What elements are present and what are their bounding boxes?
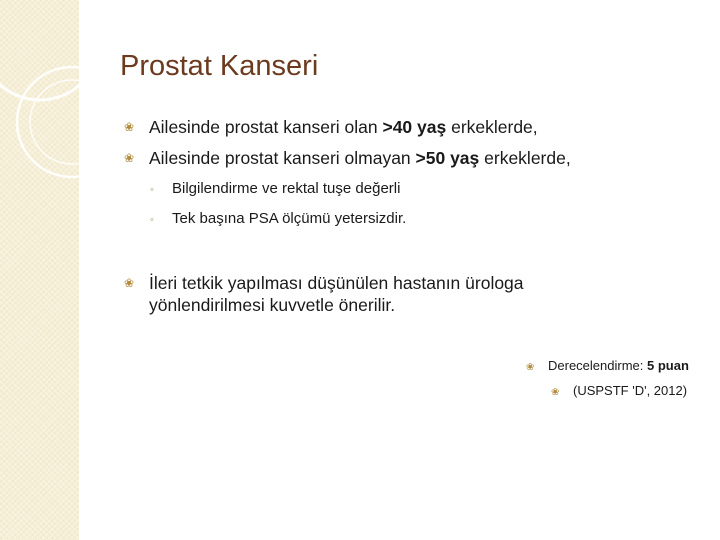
leaf-bullet-icon: ❀ xyxy=(124,276,135,290)
grade-value: 5 puan xyxy=(647,358,689,373)
recommendation-line-2: yönlendirilmesi kuvvetle önerilir. xyxy=(149,295,396,315)
bullet-text-end: erkeklerde, xyxy=(479,148,571,168)
bullet-text: Ailesinde prostat kanseri olmayan xyxy=(149,148,416,168)
bullet-recommendation xyxy=(124,272,524,316)
grade-label: Derecelendirme: xyxy=(548,358,647,373)
bullet-age-threshold: >50 yaş xyxy=(415,148,480,168)
bullet-family-history xyxy=(124,116,538,138)
bullet-text: Ailesinde prostat kanseri olan xyxy=(149,117,383,137)
ring-bullet-icon: ◦ xyxy=(150,184,154,196)
grade-source-line xyxy=(551,383,687,398)
sub-bullet-psa xyxy=(150,210,406,227)
bullet-text-end: erkeklerde, xyxy=(446,117,538,137)
leaf-bullet-icon: ❀ xyxy=(526,362,535,373)
grade-source: (USPSTF 'D', 2012) xyxy=(573,383,688,398)
decorative-circles-icon xyxy=(0,0,140,240)
ring-bullet-icon: ◦ xyxy=(150,214,154,226)
leaf-bullet-icon: ❀ xyxy=(124,120,135,134)
recommendation-line-1: İleri tetkik yapılması düşünülen hastanın ürologa xyxy=(149,273,524,293)
sub-bullet-text: Bilgilendirme ve rektal tuşe değerli xyxy=(172,180,401,197)
sub-bullet-text: Tek başına PSA ölçümü yetersizdir. xyxy=(172,210,407,227)
bullet-no-family-history xyxy=(124,147,571,169)
bullet-age-threshold: >40 yaş xyxy=(382,117,447,137)
slide-title: Prostat Kanseri xyxy=(120,50,319,82)
grade-line xyxy=(526,358,689,373)
sub-bullet-counseling xyxy=(150,180,400,197)
leaf-bullet-icon: ❀ xyxy=(551,387,560,398)
leaf-bullet-icon: ❀ xyxy=(124,151,135,165)
